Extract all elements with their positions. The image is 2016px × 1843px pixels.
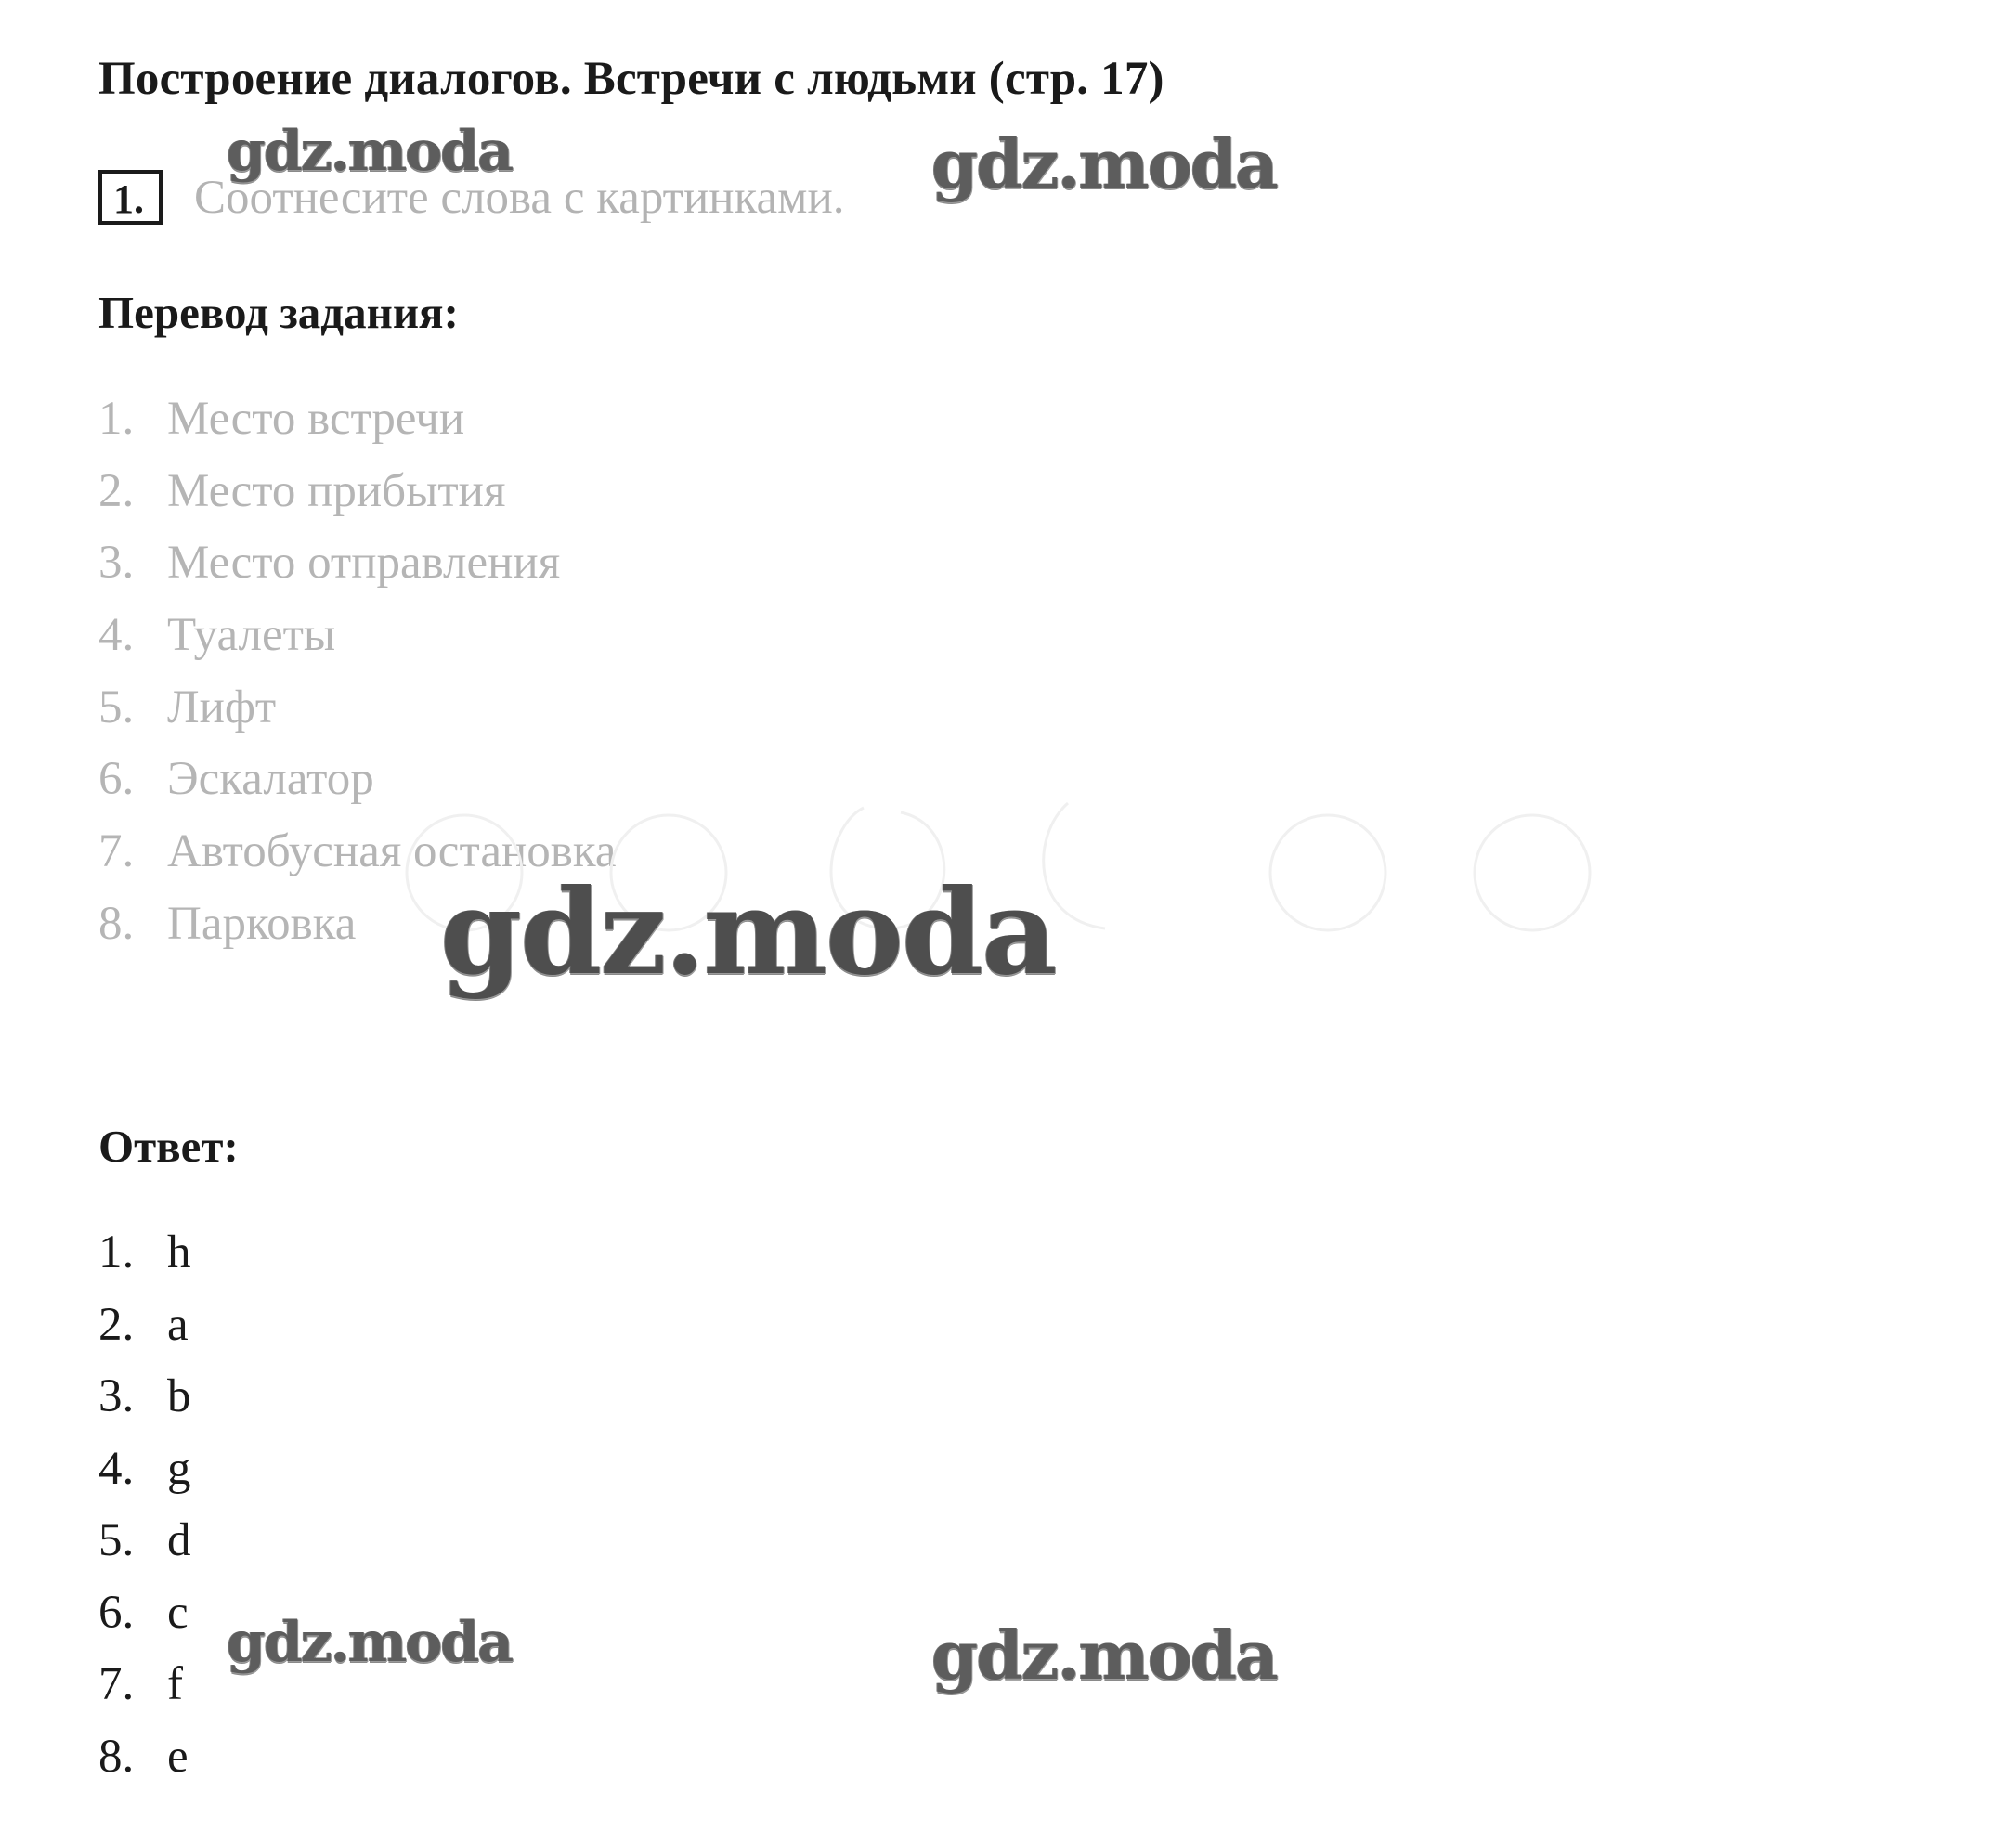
list-item <box>98 1226 191 1298</box>
item-text: b <box>167 1370 191 1422</box>
list-item <box>98 1730 191 1802</box>
item-number: 5. <box>98 681 135 733</box>
answer-heading: Ответ: <box>98 1121 239 1172</box>
watermark-logo: gdz.moda <box>440 863 1056 1001</box>
item-number: 3. <box>98 1370 135 1422</box>
item-text: Лифт <box>167 681 277 733</box>
item-text: e <box>167 1730 189 1783</box>
item-text: Туалеты <box>167 609 336 662</box>
item-text: a <box>167 1298 189 1351</box>
item-number: 6. <box>98 753 135 806</box>
item-number: 1. <box>98 1227 135 1278</box>
list-item <box>98 1657 191 1730</box>
item-text: c <box>167 1586 189 1639</box>
answer-list <box>98 1226 191 1801</box>
watermark-logo: gdz.moda <box>931 1616 1277 1694</box>
item-text: Место прибытия <box>167 464 506 517</box>
task-number-box: 1. <box>98 170 163 225</box>
item-text: Автобусная остановка <box>167 825 617 878</box>
item-number: 2. <box>98 464 135 517</box>
list-item <box>98 1586 191 1658</box>
watermark-logo: gdz.moda <box>227 1610 513 1675</box>
item-number: 8. <box>98 1730 135 1783</box>
item-text: f <box>167 1658 183 1710</box>
task-text: Соотнесите слова с картинками. <box>194 172 845 224</box>
list-item <box>98 681 617 753</box>
item-number: 3. <box>98 537 135 590</box>
item-text: Парковка <box>167 897 357 950</box>
watermark-logo: gdz.moda <box>931 124 1277 203</box>
list-item <box>98 1442 191 1514</box>
item-text: h <box>167 1227 191 1278</box>
item-text: Место отправления <box>167 537 561 590</box>
item-number: 1. <box>98 393 135 445</box>
list-item <box>98 1513 191 1586</box>
watermark-logo: gdz.moda <box>227 119 513 184</box>
list-item <box>98 1369 191 1442</box>
list-item <box>98 464 617 537</box>
list-item <box>98 1298 191 1370</box>
item-number: 7. <box>98 825 135 878</box>
item-text: Место встречи <box>167 393 465 445</box>
page-title: Построение диалогов. Встречи с людьми (стр. 17) <box>98 53 1164 105</box>
item-number: 7. <box>98 1658 135 1710</box>
item-number: 2. <box>98 1298 135 1351</box>
item-text: Эскалатор <box>167 753 374 806</box>
item-number: 8. <box>98 897 135 950</box>
list-item <box>98 608 617 681</box>
item-number: 5. <box>98 1514 135 1566</box>
item-text: d <box>167 1514 191 1566</box>
item-number: 4. <box>98 609 135 662</box>
list-item <box>98 392 617 464</box>
item-number: 6. <box>98 1586 135 1639</box>
item-number: 4. <box>98 1442 135 1495</box>
translation-heading: Перевод задания: <box>98 287 459 338</box>
list-item <box>98 536 617 608</box>
item-text: g <box>167 1442 191 1495</box>
